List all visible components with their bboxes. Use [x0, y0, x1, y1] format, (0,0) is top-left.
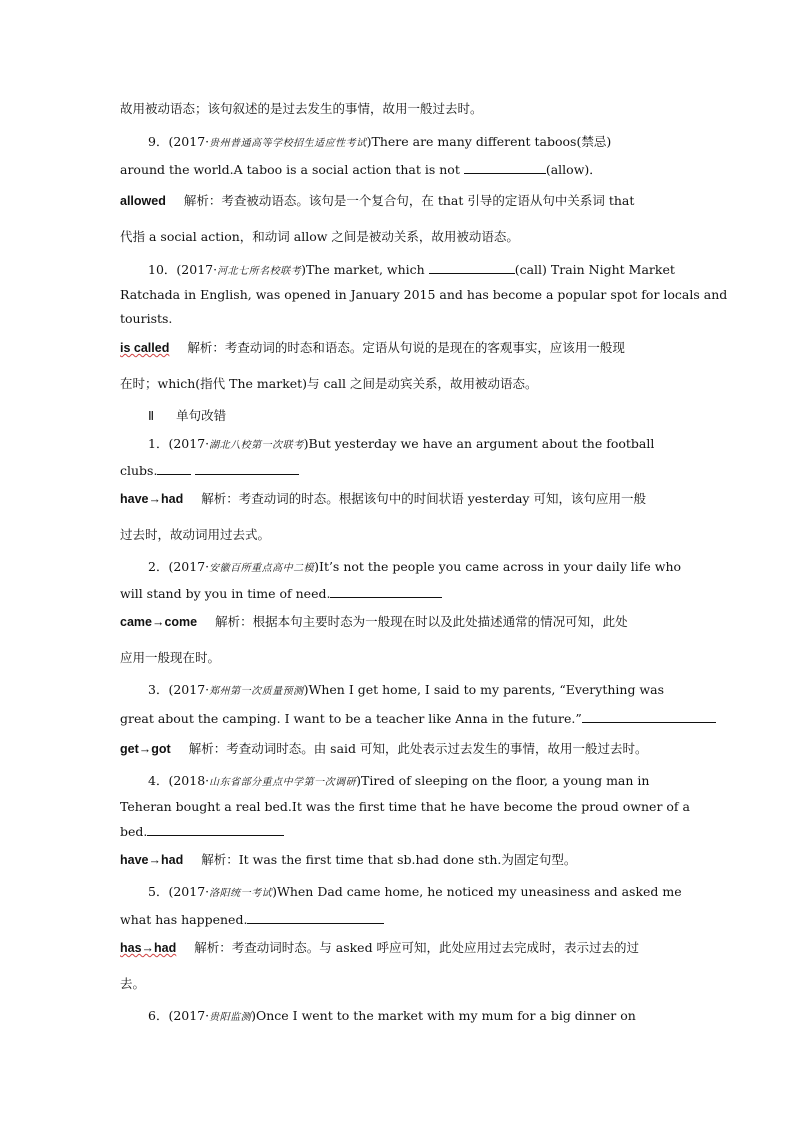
question-9 — [148, 134, 675, 152]
item-5 — [148, 884, 682, 902]
answer-9-line2: 代指 a social action，和动词 allow 之间是被动关系，故用被动语态。 — [120, 229, 519, 244]
explanation: 解析：考查动词的时态和语态。定语从句说的是现在的客观事实，应该用一般现 — [187, 340, 625, 355]
item-4-line3 — [120, 823, 675, 840]
explanation: 解析：根据本句主要时态为一般现在时以及此处描述通常的情况可知，此处 — [215, 614, 628, 629]
answer-3 — [120, 741, 675, 757]
section-heading — [148, 408, 675, 424]
item-6 — [148, 1008, 675, 1026]
answer-5-line2: 去。 — [120, 976, 146, 991]
q-number: 6．(2017· — [148, 1008, 210, 1023]
q-text: )There are many different taboos(禁忌) — [366, 134, 612, 149]
answer-10 — [120, 340, 675, 356]
source-tag: 贵州普通高等学校招生适应性考试 — [209, 138, 367, 149]
answer-1-line2: 过去时，故动词用过去式。 — [120, 527, 271, 542]
answer-blank — [247, 911, 384, 924]
answer-key: is called — [120, 341, 170, 355]
item-5-line2 — [120, 911, 675, 928]
question-10-line2: Ratchada in English, was opened in January 2015 and has become a popular spot for locals and — [120, 287, 728, 302]
answer-2 — [120, 614, 675, 630]
answer-key: have→had — [120, 492, 184, 506]
q-text: )Once I went to the market with my mum for a big dinner on — [251, 1008, 636, 1023]
q-text: great about the camping. I want to be a teacher like Anna in the future.” — [120, 711, 582, 726]
answer-blank — [330, 585, 442, 598]
q-text: (call) Train Night Market — [514, 262, 675, 277]
item-1 — [148, 436, 675, 454]
item-2-line2 — [120, 585, 675, 602]
q-text: bed. — [120, 824, 148, 839]
item-4-line2: Teheran bought a real bed.It was the first time that he have become the proud owner of a — [120, 799, 690, 814]
answer-key: have→had — [120, 853, 184, 867]
text-line: 故用被动语态；该句叙述的是过去发生的事情，故用一般过去时。 — [120, 101, 483, 116]
explanation: 解析：考查被动语态。该句是一个复合句，在 that 引导的定语从句中关系词 that — [183, 193, 635, 208]
q-number: 9．(2017· — [148, 134, 210, 149]
answer-key: has→had — [120, 941, 177, 955]
q-number: 10．(2017· — [148, 262, 218, 277]
q-number: 3．(2017· — [148, 682, 210, 697]
source-tag: 洛阳统一考试 — [209, 888, 273, 899]
answer-blank — [464, 161, 546, 174]
q-number: 4．(2018· — [148, 773, 210, 788]
answer-blank — [429, 261, 515, 274]
answer-key: came→come — [120, 615, 198, 629]
source-tag: 安徽百所重点高中二模 — [209, 563, 315, 574]
item-1-line2 — [120, 462, 675, 479]
q-text: )The market, which — [301, 262, 429, 277]
question-10 — [148, 261, 675, 280]
q-text: )But yesterday we have an argument about the football — [303, 436, 655, 451]
answer-5 — [120, 940, 675, 956]
q-text: )When I get home, I said to my parents, “Everything was — [303, 682, 665, 697]
source-tag: 湖北八校第一次联考 — [209, 440, 304, 451]
source-tag: 河北七所名校联考 — [217, 266, 302, 277]
source-tag: 郑州第一次质量预测 — [209, 686, 304, 697]
q-number: 1．(2017· — [148, 436, 210, 451]
item-2 — [148, 559, 682, 577]
explanation: 解析：考查动词时态。由 said 可知，此处表示过去发生的事情，故用一般过去时。 — [188, 741, 648, 756]
answer-blank — [147, 823, 284, 836]
section-title: 单句改错 — [176, 408, 227, 423]
answer-key: get→got — [120, 742, 171, 756]
q-text: )It’s not the people you came across in your daily life who — [314, 559, 682, 574]
answer-blank — [157, 462, 191, 475]
q-text: what has happened. — [120, 912, 248, 927]
question-9-line2 — [120, 161, 675, 178]
q-text: will stand by you in time of need. — [120, 586, 331, 601]
q-number: 5．(2017· — [148, 884, 210, 899]
q-text: clubs. — [120, 463, 158, 478]
question-10-line3: tourists. — [120, 311, 173, 326]
item-3 — [148, 682, 675, 700]
q-text: (allow)． — [545, 162, 602, 177]
q-number: 2．(2017· — [148, 559, 210, 574]
explanation: 解析：It was the first time that sb.had done sth.为固定句型。 — [201, 852, 577, 867]
section-number: Ⅱ — [148, 408, 155, 423]
q-text: around the world.A taboo is a social action that is not — [120, 162, 464, 177]
answer-key: allowed — [120, 194, 166, 208]
explanation: 解析：考查动词的时态。根据该句中的时间状语 yesterday 可知，该句应用一般 — [201, 491, 646, 506]
q-text: )When Dad came home, he noticed my uneasiness and asked me — [272, 884, 682, 899]
answer-1 — [120, 491, 675, 507]
answer-blank — [195, 462, 299, 475]
source-tag: 山东省部分重点中学第一次调研 — [209, 777, 357, 788]
answer-10-line2: 在时；which(指代 The market)与 call 之间是动宾关系，故用被动语态。 — [120, 376, 538, 391]
q-text: )Tired of sleeping on the floor, a young man in — [356, 773, 650, 788]
explanation: 解析：考查动词时态。与 asked 呼应可知，此处应用过去完成时，表示过去的过 — [194, 940, 640, 955]
item-4 — [148, 773, 675, 791]
answer-9 — [120, 193, 675, 209]
answer-blank — [582, 710, 716, 723]
item-3-line2 — [120, 710, 675, 727]
answer-4 — [120, 852, 675, 868]
answer-2-line2: 应用一般现在时。 — [120, 650, 221, 665]
source-tag: 贵阳监测 — [209, 1012, 252, 1023]
